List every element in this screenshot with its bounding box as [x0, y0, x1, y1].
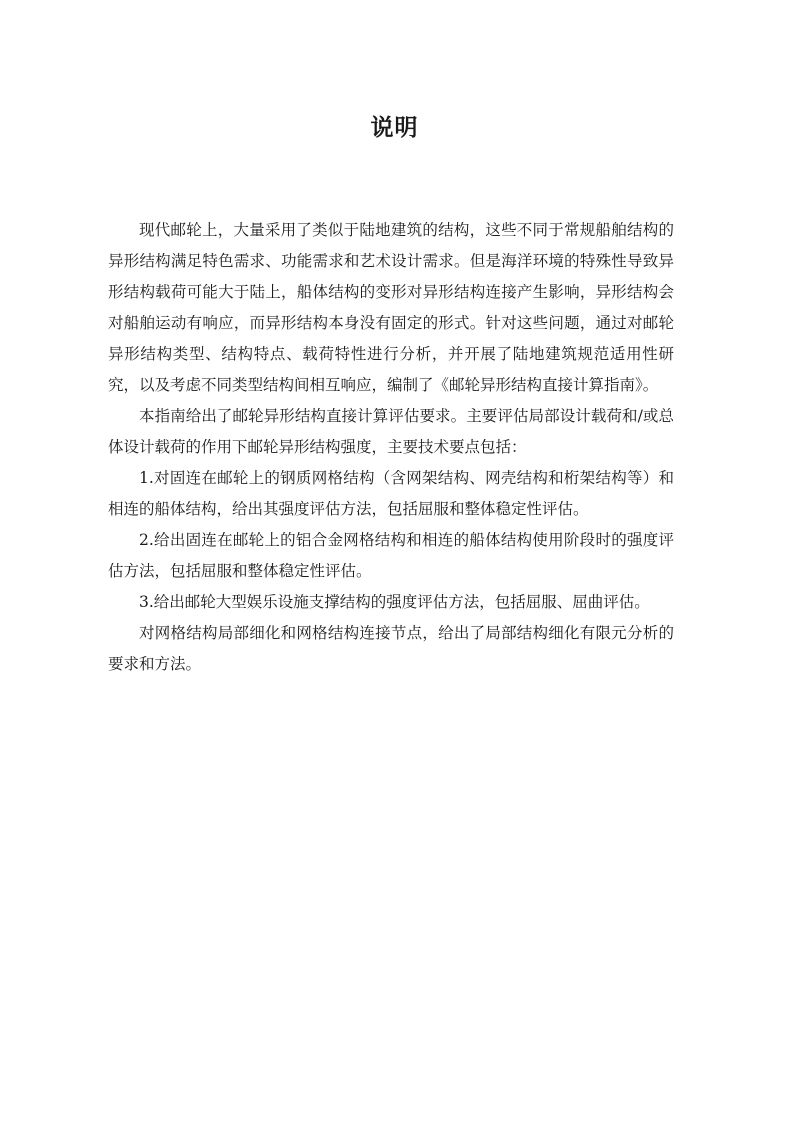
paragraph-guide-summary: 本指南给出了邮轮异形结构直接计算评估要求。主要评估局部设计载荷和/或总体设计载荷的作用下邮轮异形结构强度，主要技术要点包括： — [108, 407, 674, 456]
paragraph-closing: 对网格结构局部细化和网格结构连接节点，给出了局部结构细化有限元分析的要求和方法。 — [108, 624, 674, 673]
paragraph-point-1: 1.对固连在邮轮上的钢质网格结构（含网架结构、网壳结构和桁架结构等）和相连的船体结构，给出其强度评估方法，包括屈服和整体稳定性评估。 — [108, 469, 674, 518]
page-title: 说明 — [370, 115, 419, 141]
paragraph-point-2: 2.给出固连在邮轮上的铝合金网格结构和相连的船体结构使用阶段时的强度评估方法，包括屈服和整体稳定性评估。 — [108, 531, 674, 580]
paragraph-point-3: 3.给出邮轮大型娱乐设施支撑结构的强度评估方法，包括屈服、屈曲评估。 — [139, 593, 650, 611]
paragraph-intro: 现代邮轮上，大量采用了类似于陆地建筑的结构，这些不同于常规船舶结构的异形结构满足特色需求、功能需求和艺术设计需求。但是海洋环境的特殊性导致异形结构载荷可能大于陆上，船体结构的变形对异形结构连接产生影响，异形结构会对船舶运动有响应，而异形结构本身没有固定的形式。针对这些问题，通过对邮轮异形结构类型、结构特点、载荷特性进行分析，并开展了陆地建筑规范适用性研究，以及考虑不同类型结构间相互响应，编制了《邮轮异形结构直接计算指南》。 — [108, 221, 674, 394]
document-body — [108, 215, 674, 680]
